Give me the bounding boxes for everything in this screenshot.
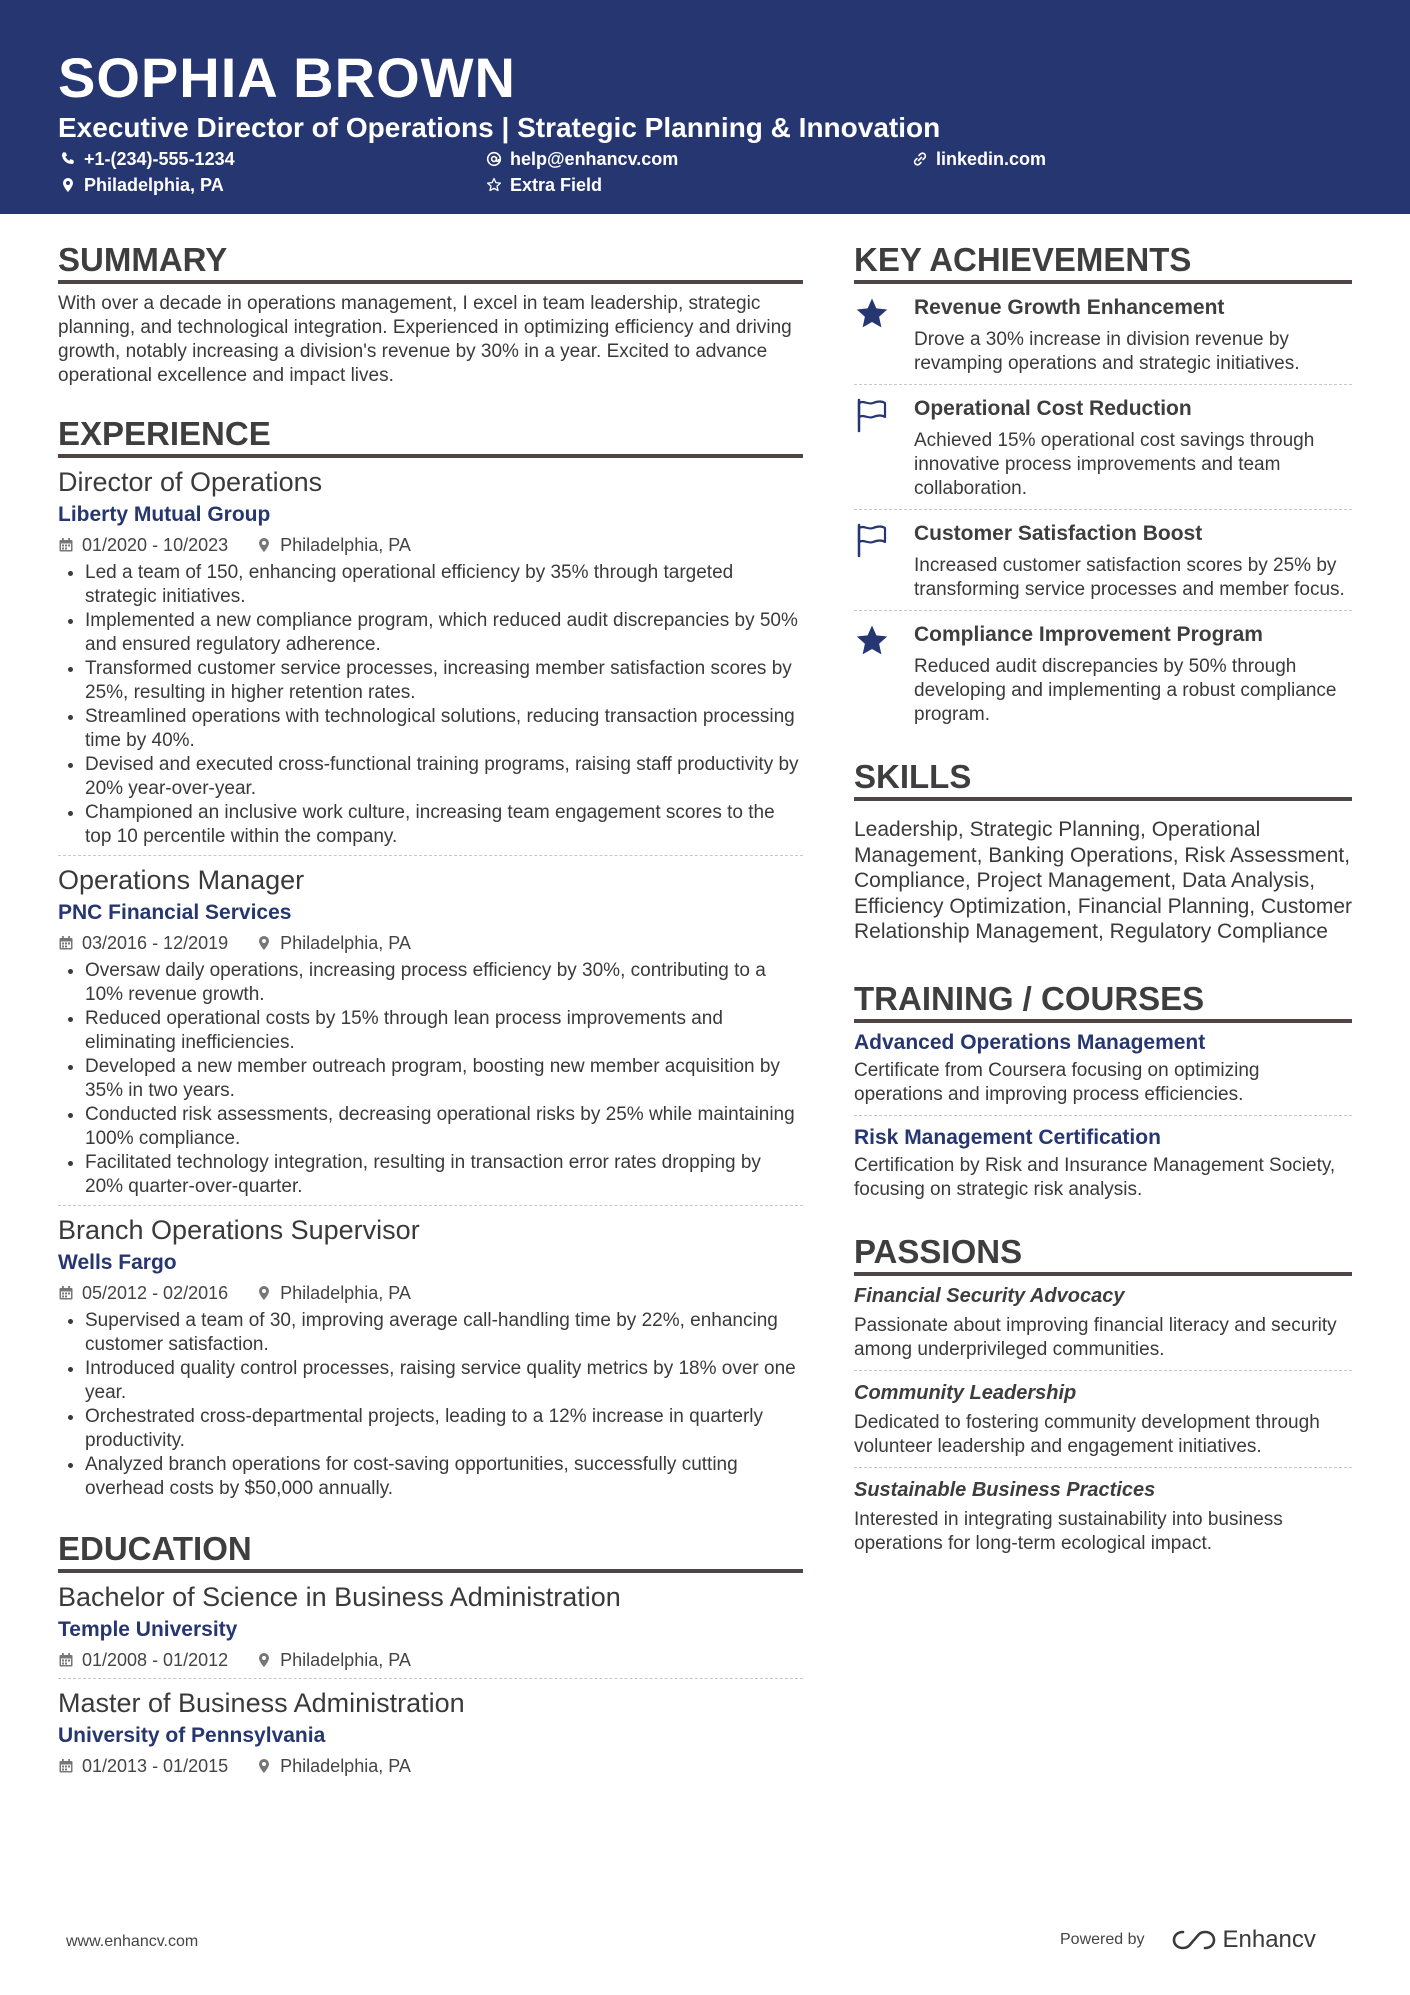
education-meta [58, 1648, 803, 1672]
left-column [58, 240, 803, 1784]
link-icon [912, 151, 928, 167]
course-title: Risk Management Certification [854, 1125, 1161, 1149]
phone-icon [60, 151, 76, 167]
training-heading: TRAINING / COURSES [854, 979, 1352, 1023]
extra-text: Extra Field [510, 175, 603, 195]
course-item [854, 1115, 1352, 1210]
job-bullet: • Transformed customer service processes, increasing member satisfaction scores by 25%, resulting in higher retention rates. [85, 657, 803, 705]
company-name: Liberty Mutual Group [58, 503, 271, 526]
passion-desc: Passionate about improving financial literacy and security among underprivileged communities. [854, 1314, 1337, 1360]
passion-item [854, 1467, 1352, 1564]
location-pin-icon [256, 1758, 272, 1774]
passion-desc: Dedicated to fostering community development through volunteer leadership and engagement initiatives. [854, 1411, 1320, 1457]
job-title: Operations Manager [58, 865, 305, 895]
experience-section [58, 414, 803, 1507]
calendar-icon [58, 1652, 74, 1668]
achievement-desc: Reduced audit discrepancies by 50% through developing and implementing a robust compliance program. [914, 656, 1337, 725]
job-dates: 01/2020 - 10/2023 [82, 535, 229, 555]
achievement-item [854, 509, 1352, 610]
job-title: Director of Operations [58, 467, 323, 497]
calendar-icon [58, 537, 74, 553]
achievement-desc: Achieved 15% operational cost savings through innovative process improvements and team collaboration. [914, 430, 1315, 499]
footer-website[interactable]: www.enhancv.com [66, 1933, 199, 1950]
course-desc: Certification by Risk and Insurance Management Society, focusing on strategic risk analysis. [854, 1154, 1336, 1200]
job-meta [58, 931, 803, 955]
location-text: Philadelphia, PA [84, 175, 224, 195]
summary-text: With over a decade in operations management, I excel in team leadership, strategic planning, and technological integration. Experienced in optimizing efficiency and driving growth, notably increasing a division's revenue by 30% in a year. Excited to advance operational excellence and impact lives. [58, 293, 792, 386]
passions-heading: PASSIONS [854, 1232, 1352, 1276]
flag-icon [854, 397, 890, 433]
calendar-icon [58, 1285, 74, 1301]
header-banner [0, 0, 1410, 214]
skills-section [854, 757, 1352, 945]
education-dates: 01/2013 - 01/2015 [82, 1756, 229, 1776]
job-title: Branch Operations Supervisor [58, 1215, 420, 1245]
calendar-icon [58, 1758, 74, 1774]
job-bullet: • Reduced operational costs by 15% through lean process improvements and eliminating inefficiencies. [85, 1007, 803, 1055]
school-name: University of Pennsylvania [58, 1724, 326, 1747]
job-bullet: • Oversaw daily operations, increasing process efficiency by 30%, contributing to a 10% revenue growth. [85, 959, 803, 1007]
achievement-title: Operational Cost Reduction [914, 397, 1192, 420]
contact-location [60, 174, 224, 196]
education-section [58, 1529, 803, 1784]
star-icon [854, 296, 890, 332]
course-desc: Certificate from Coursera focusing on optimizing operations and improving process efficiencies. [854, 1059, 1260, 1105]
passion-item [854, 1276, 1352, 1370]
course-item [854, 1023, 1352, 1115]
at-icon [486, 151, 502, 167]
job-meta [58, 533, 803, 557]
experience-heading: EXPERIENCE [58, 414, 803, 458]
degree-title: Bachelor of Science in Business Administration [58, 1582, 621, 1612]
job-bullet: • Streamlined operations with technological solutions, reducing transaction processing time by 40%. [85, 705, 803, 753]
passion-title: Community Leadership [854, 1381, 1077, 1404]
achievement-title: Revenue Growth Enhancement [914, 296, 1225, 319]
passion-title: Sustainable Business Practices [854, 1478, 1156, 1501]
job-location: Philadelphia, PA [280, 1283, 411, 1303]
company-name: PNC Financial Services [58, 901, 292, 924]
education-heading: EDUCATION [58, 1529, 803, 1573]
education-entry [58, 1678, 803, 1784]
candidate-title: Executive Director of Operations | Strategic Planning & Innovation [58, 112, 941, 143]
star-outline-icon [486, 177, 502, 193]
achievements-section [854, 240, 1352, 735]
achievement-item [854, 610, 1352, 735]
candidate-name: SOPHIA BROWN [58, 46, 516, 109]
job-dates: 03/2016 - 12/2019 [82, 933, 229, 953]
degree-title: Master of Business Administration [58, 1688, 465, 1718]
summary-heading: SUMMARY [58, 240, 803, 284]
education-meta [58, 1754, 803, 1778]
job-bullet: • Devised and executed cross-functional training programs, raising staff productivity by 20% year-over-year. [85, 753, 803, 801]
company-name: Wells Fargo [58, 1251, 177, 1274]
job-bullet: • Orchestrated cross-departmental projects, leading to a 12% increase in quarterly productivity. [85, 1405, 803, 1453]
job-bullet: • Introduced quality control processes, raising service quality metrics by 18% over one year. [85, 1357, 803, 1405]
location-pin-icon [256, 935, 272, 951]
location-pin-icon [256, 1652, 272, 1668]
education-location: Philadelphia, PA [280, 1650, 411, 1670]
skills-heading: SKILLS [854, 757, 1352, 801]
powered-by-text: Powered by [1060, 1931, 1145, 1948]
enhancv-logo-icon [1171, 1928, 1217, 1952]
passion-title: Financial Security Advocacy [854, 1284, 1125, 1307]
job-bullet: • Analyzed branch operations for cost-saving opportunities, successfully cutting overhead costs by $50,000 annually. [85, 1453, 803, 1501]
linkedin-text: linkedin.com [936, 149, 1047, 169]
contact-email[interactable] [486, 148, 678, 170]
school-name: Temple University [58, 1618, 238, 1641]
course-title: Advanced Operations Management [854, 1030, 1206, 1054]
calendar-icon [58, 935, 74, 951]
job-bullet: • Developed a new member outreach program, boosting new member acquisition by 35% in two years. [85, 1055, 803, 1103]
skills-text: Leadership, Strategic Planning, Operational Management, Banking Operations, Risk Assessment, Compliance, Project Management, Data Analysis, Efficiency Optimization, Financial Planning, Customer Relationship Management, Regulatory Compliance [854, 818, 1353, 943]
achievement-item [854, 284, 1352, 384]
passions-section [854, 1232, 1352, 1564]
job-entry [58, 855, 803, 1205]
enhancv-logo-text: Enhancv [1222, 1926, 1316, 1953]
education-dates: 01/2008 - 01/2012 [82, 1650, 229, 1670]
right-column [854, 240, 1352, 1564]
contact-phone[interactable] [60, 148, 235, 170]
job-location: Philadelphia, PA [280, 535, 411, 555]
enhancv-logo[interactable] [1171, 1926, 1316, 1954]
education-location: Philadelphia, PA [280, 1756, 411, 1776]
achievement-title: Customer Satisfaction Boost [914, 522, 1203, 545]
achievement-item [854, 384, 1352, 509]
contact-extra [486, 174, 602, 196]
training-section [854, 979, 1352, 1210]
job-bullet: • Supervised a team of 30, improving average call-handling time by 22%, enhancing customer satisfaction. [85, 1309, 803, 1357]
phone-text: +1-(234)-555-1234 [84, 149, 235, 169]
location-pin-icon [60, 177, 76, 193]
job-bullet: • Championed an inclusive work culture, increasing team engagement scores to the top 10 percentile within the company. [85, 801, 803, 849]
contact-linkedin[interactable] [912, 148, 1046, 170]
star-icon [854, 623, 890, 659]
job-entry [58, 1205, 803, 1507]
job-entry [58, 466, 803, 855]
achievements-heading: KEY ACHIEVEMENTS [854, 240, 1352, 284]
job-meta [58, 1281, 803, 1305]
email-text: help@enhancv.com [510, 149, 679, 169]
job-location: Philadelphia, PA [280, 933, 411, 953]
footer-branding [1060, 1926, 1316, 1954]
job-bullets [58, 1309, 803, 1501]
location-pin-icon [256, 1285, 272, 1301]
achievement-desc: Drove a 30% increase in division revenue by revamping operations and strategic initiatives. [914, 329, 1300, 374]
job-bullets [58, 561, 803, 849]
passion-desc: Interested in integrating sustainability into business operations for long-term ecological impact. [854, 1508, 1283, 1554]
achievement-title: Compliance Improvement Program [914, 623, 1263, 646]
passion-item [854, 1370, 1352, 1467]
job-bullet: • Led a team of 150, enhancing operational efficiency by 35% through targeted strategic initiatives. [85, 561, 803, 609]
flag-icon [854, 522, 890, 558]
job-bullets [58, 959, 803, 1199]
summary-section [58, 240, 803, 388]
job-bullet: • Facilitated technology integration, resulting in transaction error rates dropping by 20% quarter-over-quarter. [85, 1151, 803, 1199]
achievement-desc: Increased customer satisfaction scores by 25% by transforming service processes and member focus. [914, 555, 1345, 600]
job-bullet: • Implemented a new compliance program, which reduced audit discrepancies by 50% and ensured regulatory adherence. [85, 609, 803, 657]
education-entry [58, 1581, 803, 1678]
location-pin-icon [256, 537, 272, 553]
job-dates: 05/2012 - 02/2016 [82, 1283, 229, 1303]
job-bullet: • Conducted risk assessments, decreasing operational risks by 25% while maintaining 100% compliance. [85, 1103, 803, 1151]
